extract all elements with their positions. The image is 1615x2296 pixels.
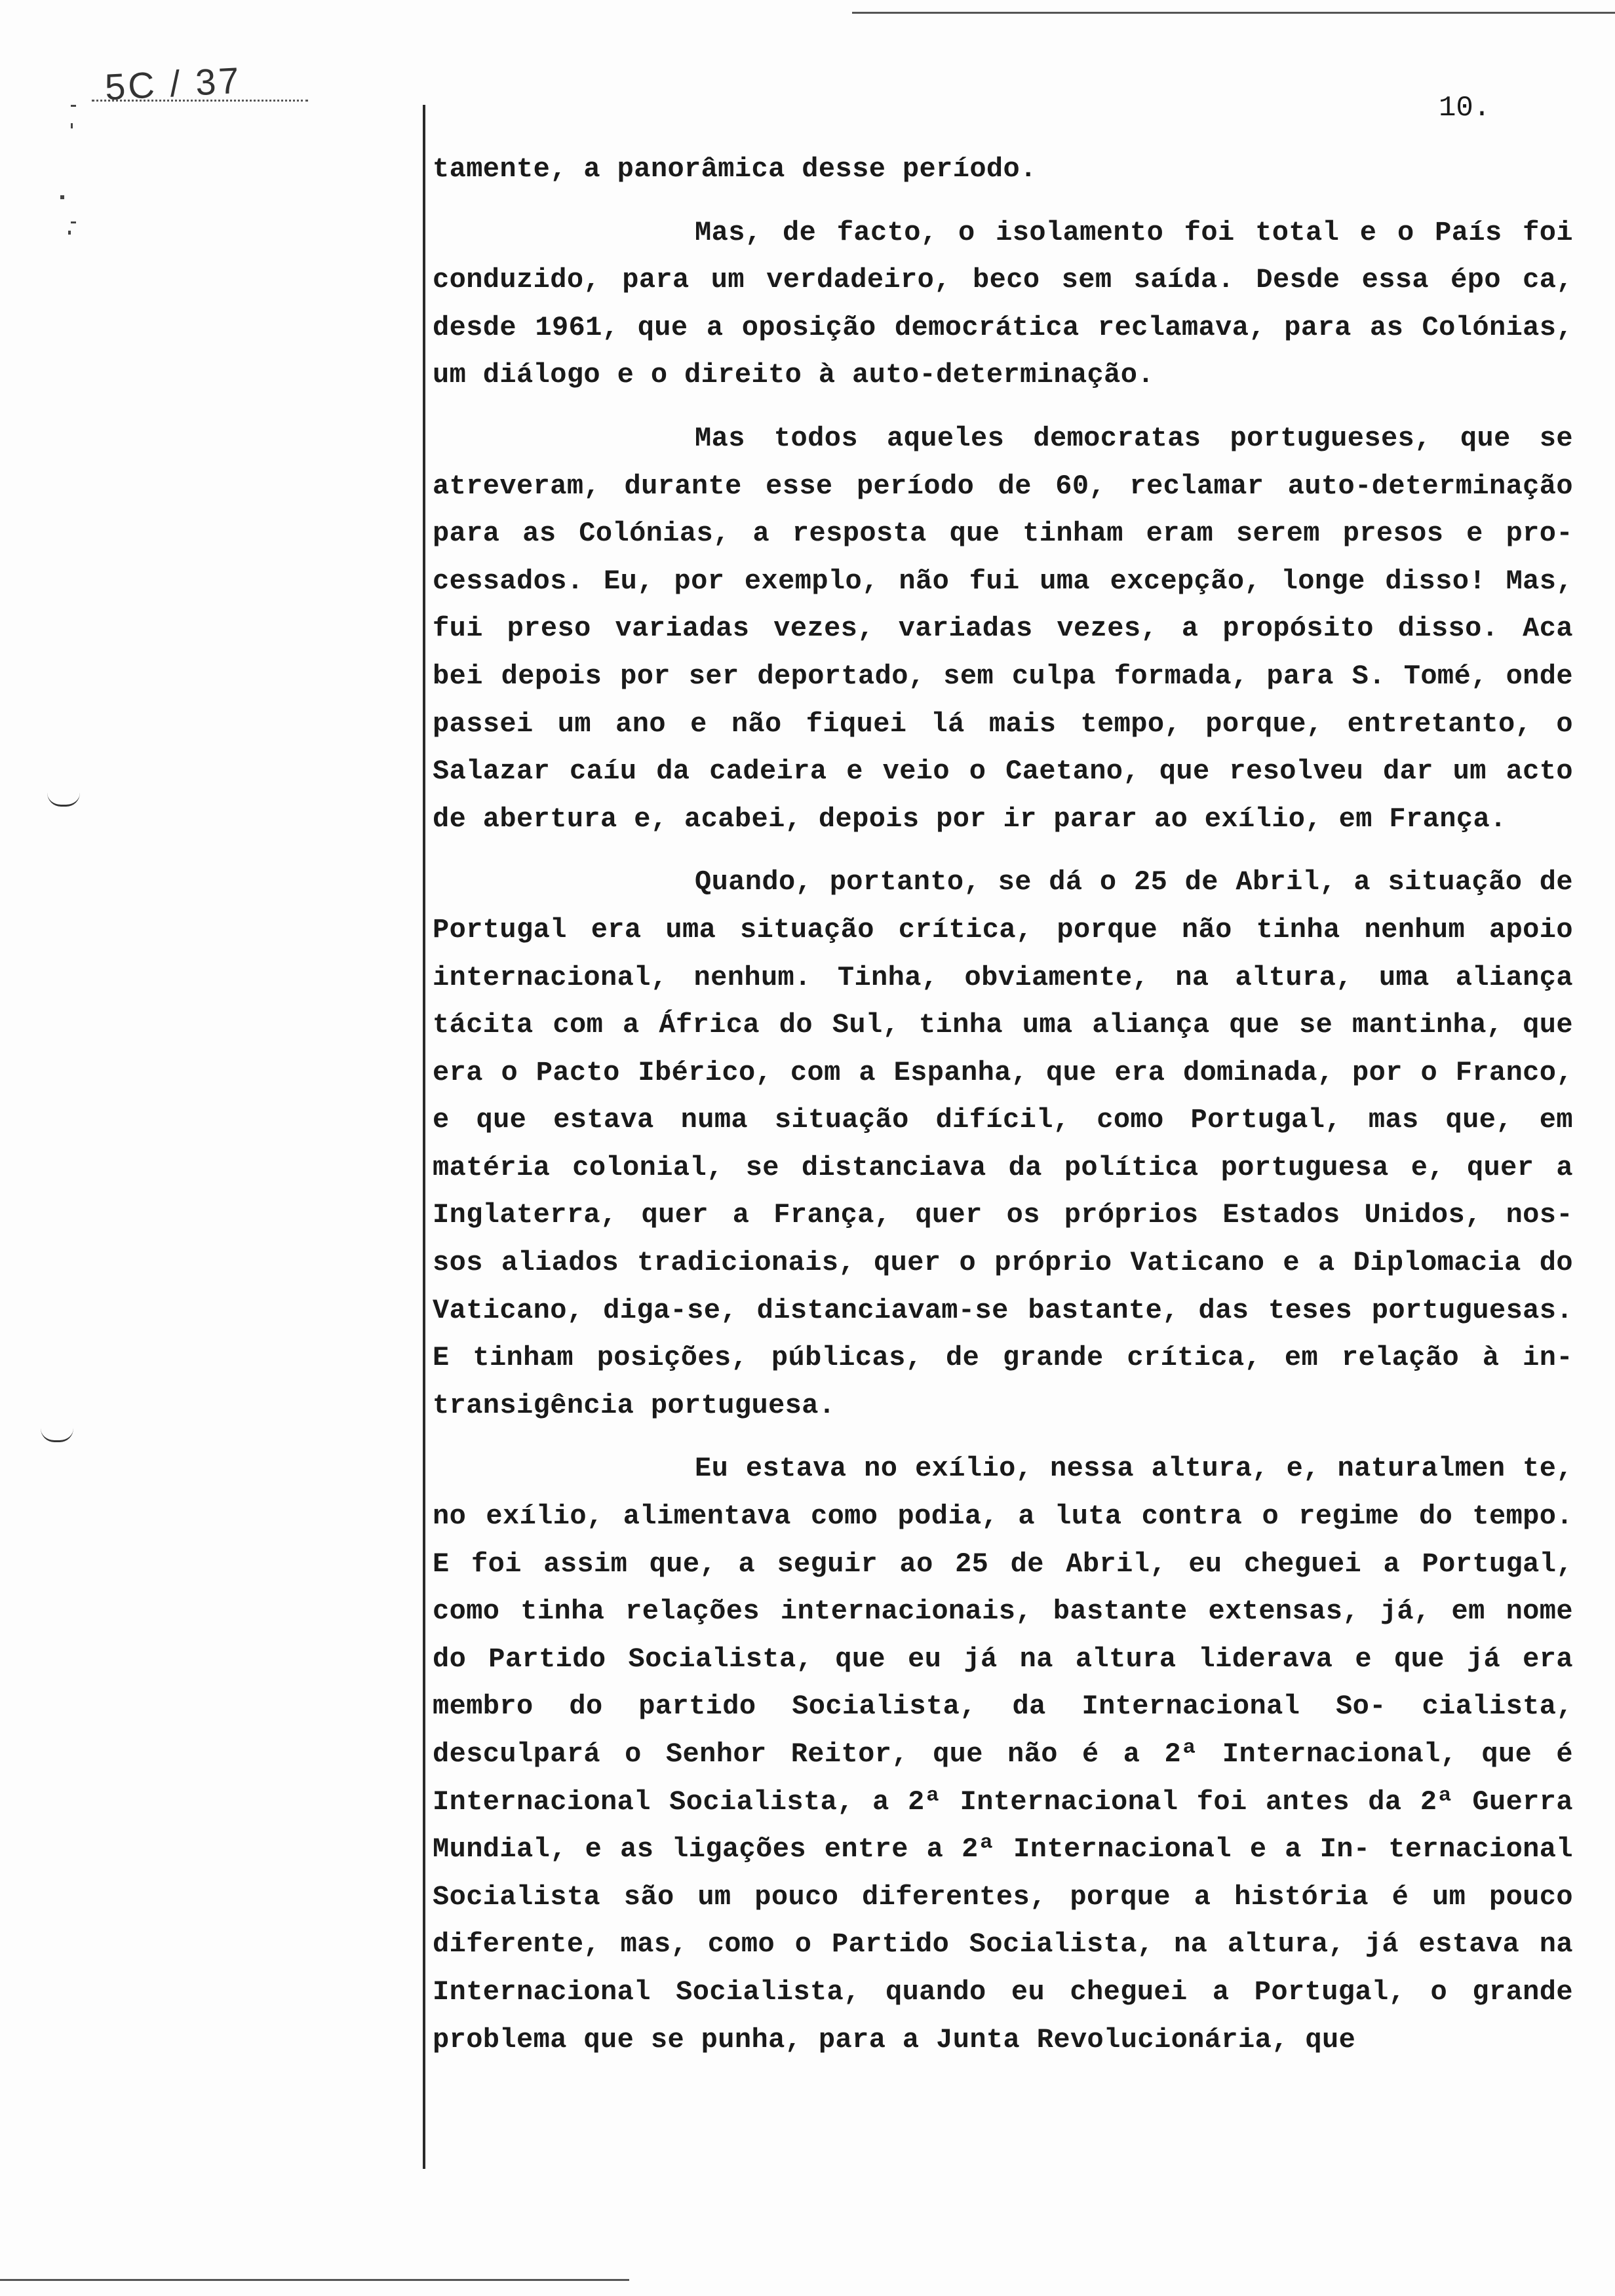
margin-tick — [71, 105, 76, 107]
archive-reference: 5C / 37 — [104, 59, 243, 108]
punch-hole-mark — [41, 1428, 73, 1442]
paragraph: tamente, a panorâmica desse período. — [433, 153, 1037, 185]
margin-tick — [68, 231, 71, 235]
top-edge-rule — [852, 12, 1615, 14]
paragraph: Eu estava no exílio, nessa altura, e, naturalmen te, no exílio, alimentava como podia, a luta contra o regime do tempo. E foi assim que, a seguir ao 25 de Abril, eu cheguei a Portugal, como tinha relações internacionais, bastante extensas, já, em nome do Partido Socialista, que eu já na altura liderava e que já era membro do partido Socialista, da Internacional So- cialista, desculpará o Senhor Reitor, que não é a 2ª Internacional, que é Internacional Socialista, a 2ª Internacional foi antes da 2ª Guerra Mundial, e as ligações entre a 2ª Internacional e a In- ternacional Socialista são um pouco diferentes, porque a história é um pouco diferente, mas, como o Partido Socialista, na altura, já estava na Internacional Socialista, quando eu cheguei a Portugal, o grande problema que se punha, para a Junta Revolucionária, que — [433, 1453, 1573, 2056]
page-number: 10. — [1439, 92, 1491, 124]
body-text — [433, 145, 1573, 2079]
margin-tick — [60, 195, 64, 199]
paragraph: Quando, portanto, se dá o 25 de Abril, a situação de Portugal era uma situação crítica, porque não tinha nenhum apoio internacional, nenhum. Tinha, obviamente, na altura, uma aliança tácita com a África do Sul, tinha uma aliança que se mantinha, que era o Pacto Ibérico, com a Espanha, que era dominada, por o Franco, e que estava numa situação difícil, como Portugal, mas que, em matéria colonial, se distanciava da política portuguesa e, quer a Inglaterra, quer a França, quer os próprios Estados Unidos, nos- sos aliados tradicionais, quer o próprio Vaticano e a Diplomacia do Vaticano, diga-se, distanciavam-se bastante, das teses portuguesas. E tinham posições, públicas, de grande crítica, em relação à in- transigência portuguesa. — [433, 866, 1573, 1421]
punch-hole-mark — [47, 793, 80, 807]
margin-tick — [71, 221, 76, 223]
archive-reference-underline — [92, 100, 308, 102]
margin-tick — [71, 123, 73, 128]
paragraph: Mas todos aqueles democratas portugueses, que se atreveram, durante esse período de 60, reclamar auto-determinação para as Colónias, a resposta que tinham eram serem presos e pro- cessados. Eu, por exemplo, não fui uma excepção, longe disso! Mas, fui preso variadas vezes, variadas vezes, a propósito disso. Aca bei depois por ser deportado, sem culpa formada, para S. Tomé, onde passei um ano e não fiquei lá mais tempo, porque, entretanto, o Salazar caíu da cadeira e veio o Caetano, que resolveu dar um acto de abertura e, acabei, depois por ir parar ao exílio, em França. — [433, 422, 1573, 835]
left-margin-line — [423, 105, 425, 2169]
bottom-edge-rule — [0, 2279, 629, 2281]
paragraph: Mas, de facto, o isolamento foi total e o País foi conduzido, para um verdadeiro, beco sem saída. Desde essa épo ca, desde 1961, que a oposição democrática reclamava, para as Colónias, um diálogo e o direito à auto-determinação. — [433, 216, 1573, 391]
